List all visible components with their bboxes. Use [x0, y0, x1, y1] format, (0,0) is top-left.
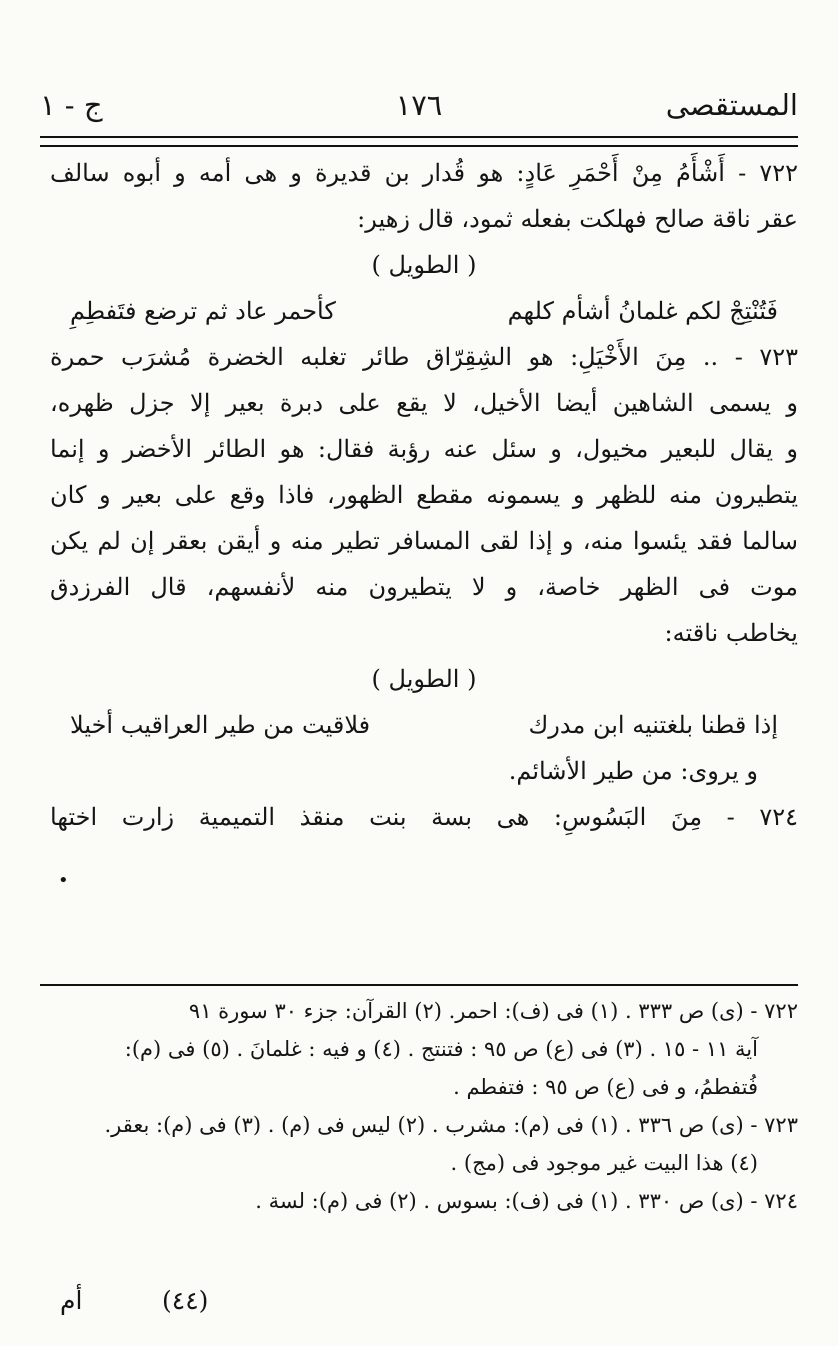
entry-724-line: ٧٢٤ - مِنَ البَسُوسِ: هى بسة بنت منقذ التميمية زارت اختها — [50, 803, 798, 831]
poem-verse — [50, 288, 798, 334]
entry-722-line: ٧٢٢ - أَشْأَمُ مِنْ أَحْمَرِ عَادٍ: هو قُدار بن قديرة و هى أمه و أبوه سالف — [50, 159, 798, 187]
volume-label: ج - ١ — [40, 88, 103, 122]
verse-hemistich-second: كأحمر عاد ثم ترضع فتَفطِمِ — [70, 297, 336, 325]
footnote-line: ٧٢٤ - (ى) ص ٣٣٠ . (١) فى (ف): بسوس . (٢) فى (م): لسة . — [255, 1189, 798, 1213]
footnote-line: آية ١١ - ١٥ . (٣) فى (ع) ص ٩٥ : فتنتج . (٤) و فيه : غلمانَ . (٥) فى (م): — [124, 1037, 758, 1061]
entry-723-line: يخاطب ناقته: — [664, 619, 798, 647]
entry-723-line: سالما فقد يئسوا منه، و إذا لقى المسافر تطير منه و أيقن بعقر إن لم يكن — [50, 527, 798, 555]
variant-reading: و يروى: من طير الأشائم. — [508, 757, 758, 785]
poem-verse — [50, 702, 798, 748]
footnote-line: (٤) هذا البيت غير موجود فى (مج) . — [450, 1151, 758, 1175]
footnote-rule — [40, 984, 798, 986]
entry-723-line: موت فى الظهر خاصة، و لا يتطيرون منه لأنفسهم، قال الفرزدق — [50, 573, 798, 601]
footnote-line: ٧٢٣ - (ى) ص ٣٣٦ . (١) فى (م): مشرب . (٢) ليس فى (م) . (٣) فى (م): بعقر. — [104, 1113, 798, 1137]
entry-723-line: ٧٢٣ - .. مِنَ الأَخْيَلِ: هو الشِقِرّاق طائر تغلبه الخضرة مُشرَب حمرة — [50, 343, 798, 371]
verse-hemistich-first: فَتُنْتِجْ لكم غلمانُ أشأم كلهم — [507, 297, 778, 325]
meter-label: ( الطويل ) — [371, 251, 477, 279]
entry-723-line: و يسمى الشاهين أيضا الأخيل، لا يقع على دبرة بعير إلا جزل ظهره، — [50, 389, 798, 417]
header-rule — [40, 136, 798, 147]
stray-mark: • — [58, 870, 69, 891]
footnote-line: فُتفطمُ، و فى (ع) ص ٩٥ : فتفطم . — [453, 1075, 758, 1099]
entry-723-line: يتطيرون منه للظهر و يسمونه مقطع الظهور، فاذا وقع على بعير و كان — [50, 481, 798, 509]
verse-hemistich-first: إذا قطنا بلغتنيه ابن مدرك — [528, 711, 778, 739]
signature-mark: (٤٤) — [162, 1286, 209, 1315]
entry-723-line: و يقال للبعير مخيول، و سئل عنه رؤبة فقال: هو الطائر الأخضر و إنما — [50, 435, 798, 463]
footnotes — [40, 992, 798, 1220]
main-text — [50, 150, 798, 840]
running-header — [40, 70, 798, 130]
verse-hemistich-second: فلاقيت من طير العراقيب أخيلا — [70, 711, 371, 739]
footnote-line: ٧٢٢ - (ى) ص ٣٣٣ . (١) فى (ف): احمر. (٢) القرآن: جزء ٣٠ سورة ٩١ — [188, 999, 798, 1023]
book-title: المستقصى — [665, 88, 798, 122]
page-number: ١٧٦ — [395, 88, 443, 122]
catchword: أم — [60, 1286, 83, 1315]
entry-722-line: عقر ناقة صالح فهلكت بفعله ثمود، قال زهير: — [357, 205, 798, 233]
meter-label: ( الطويل ) — [371, 665, 477, 693]
